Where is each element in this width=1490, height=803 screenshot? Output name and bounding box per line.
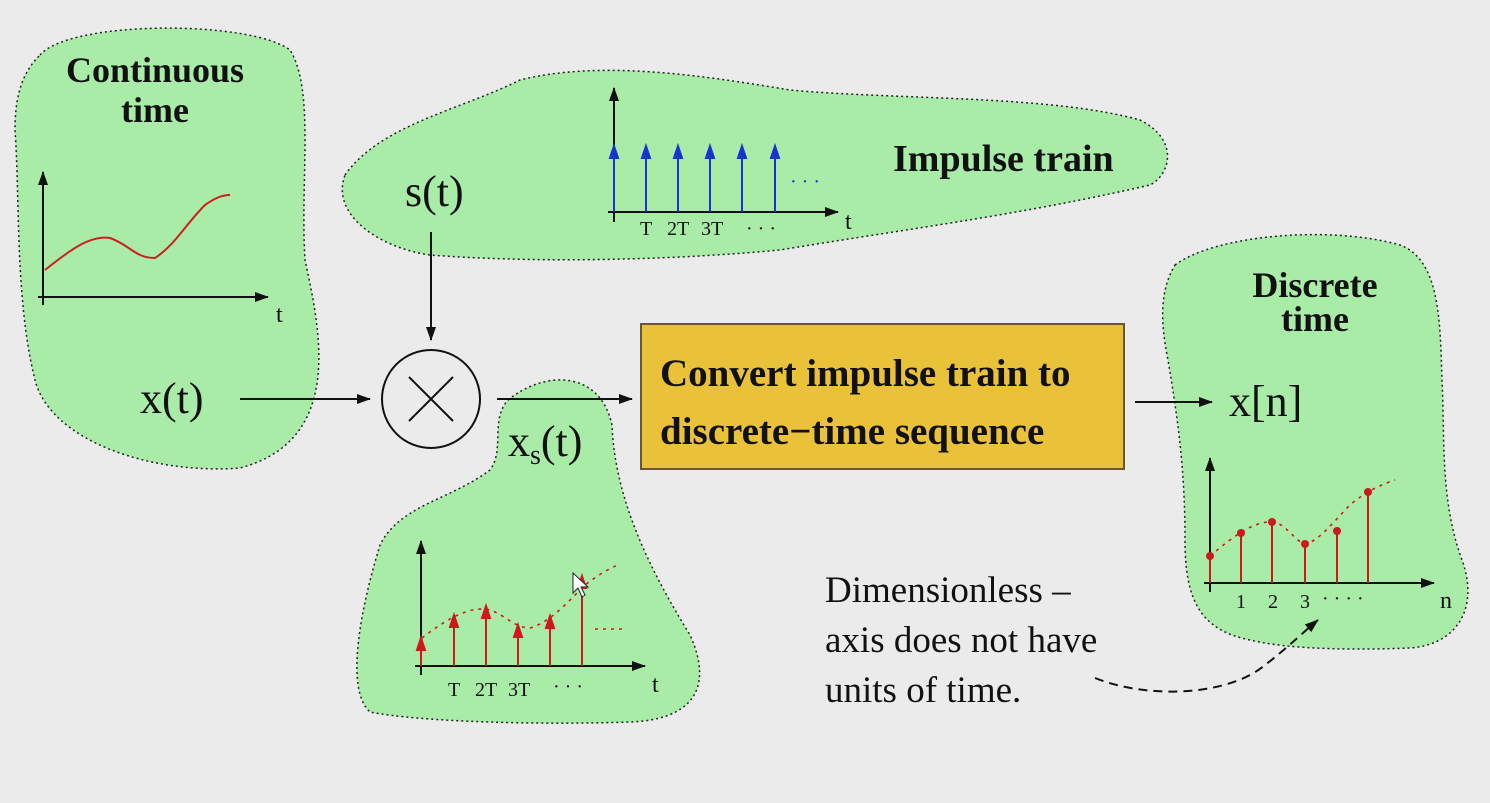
sampled-tick-2T: 2T [475, 679, 498, 701]
discrete-sample-stem-dot [1268, 518, 1276, 526]
note-line3: units of time. [825, 670, 1022, 711]
discrete-time-title-line2: time [1281, 299, 1349, 339]
discrete-time-title [1215, 265, 1415, 339]
note-line2: axis does not have [825, 620, 1098, 661]
continuous-time-title [40, 50, 270, 130]
signal-xs-main: x [508, 417, 530, 466]
continuous-axis-t-label: t [276, 302, 283, 328]
signal-xs-t-label [508, 417, 583, 471]
signal-x-t-label: x(t) [140, 374, 204, 423]
discrete-tick-3: 3 [1300, 591, 1310, 613]
sampled-tick-dots: · · · [553, 676, 583, 698]
impulse-continuation-dots: · · · [790, 171, 820, 193]
impulse-tick-3T: 3T [701, 218, 724, 240]
sampled-tick-3T: 3T [508, 679, 531, 701]
impulse-train-title: Impulse train [893, 138, 1114, 180]
signal-xs-tail: (t) [540, 417, 583, 466]
note-line1: Dimensionless – [825, 570, 1071, 611]
signal-x-n-label: x[n] [1229, 377, 1303, 426]
impulse-axis-t-label: t [845, 209, 852, 235]
discrete-tick-dots: · · · · [1322, 588, 1364, 610]
signal-xs-subscript: s [530, 440, 541, 471]
convert-box-line1: Convert impulse train to [660, 352, 1071, 395]
impulse-tick-dots: · · · [746, 218, 776, 240]
dimensionless-note [825, 566, 1097, 716]
continuous-time-title-line2: time [121, 90, 189, 130]
convert-impulse-train-box [640, 323, 1125, 470]
impulse-tick-2T: 2T [667, 218, 690, 240]
discrete-sample-stem-dot [1364, 488, 1372, 496]
convert-box-line2: discrete−time sequence [660, 410, 1045, 453]
discrete-sample-stem-dot [1333, 527, 1341, 535]
continuous-time-title-line1: Continuous [65, 50, 245, 90]
sampled-tick-T: T [448, 679, 461, 701]
impulse-tick-T: T [640, 218, 653, 240]
discrete-tick-1: 1 [1236, 591, 1246, 613]
discrete-sample-stem-dot [1206, 552, 1214, 560]
discrete-axis-n-label: n [1440, 588, 1452, 614]
discrete-time-title-line1: Discrete [1252, 265, 1378, 305]
multiplier-node [382, 350, 480, 448]
discrete-sample-stem-dot [1237, 529, 1245, 537]
discrete-sample-stem-dot [1301, 540, 1309, 548]
discrete-tick-2: 2 [1268, 591, 1278, 613]
sampled-axis-t-label: t [652, 672, 659, 698]
signal-s-t-label: s(t) [405, 167, 464, 216]
